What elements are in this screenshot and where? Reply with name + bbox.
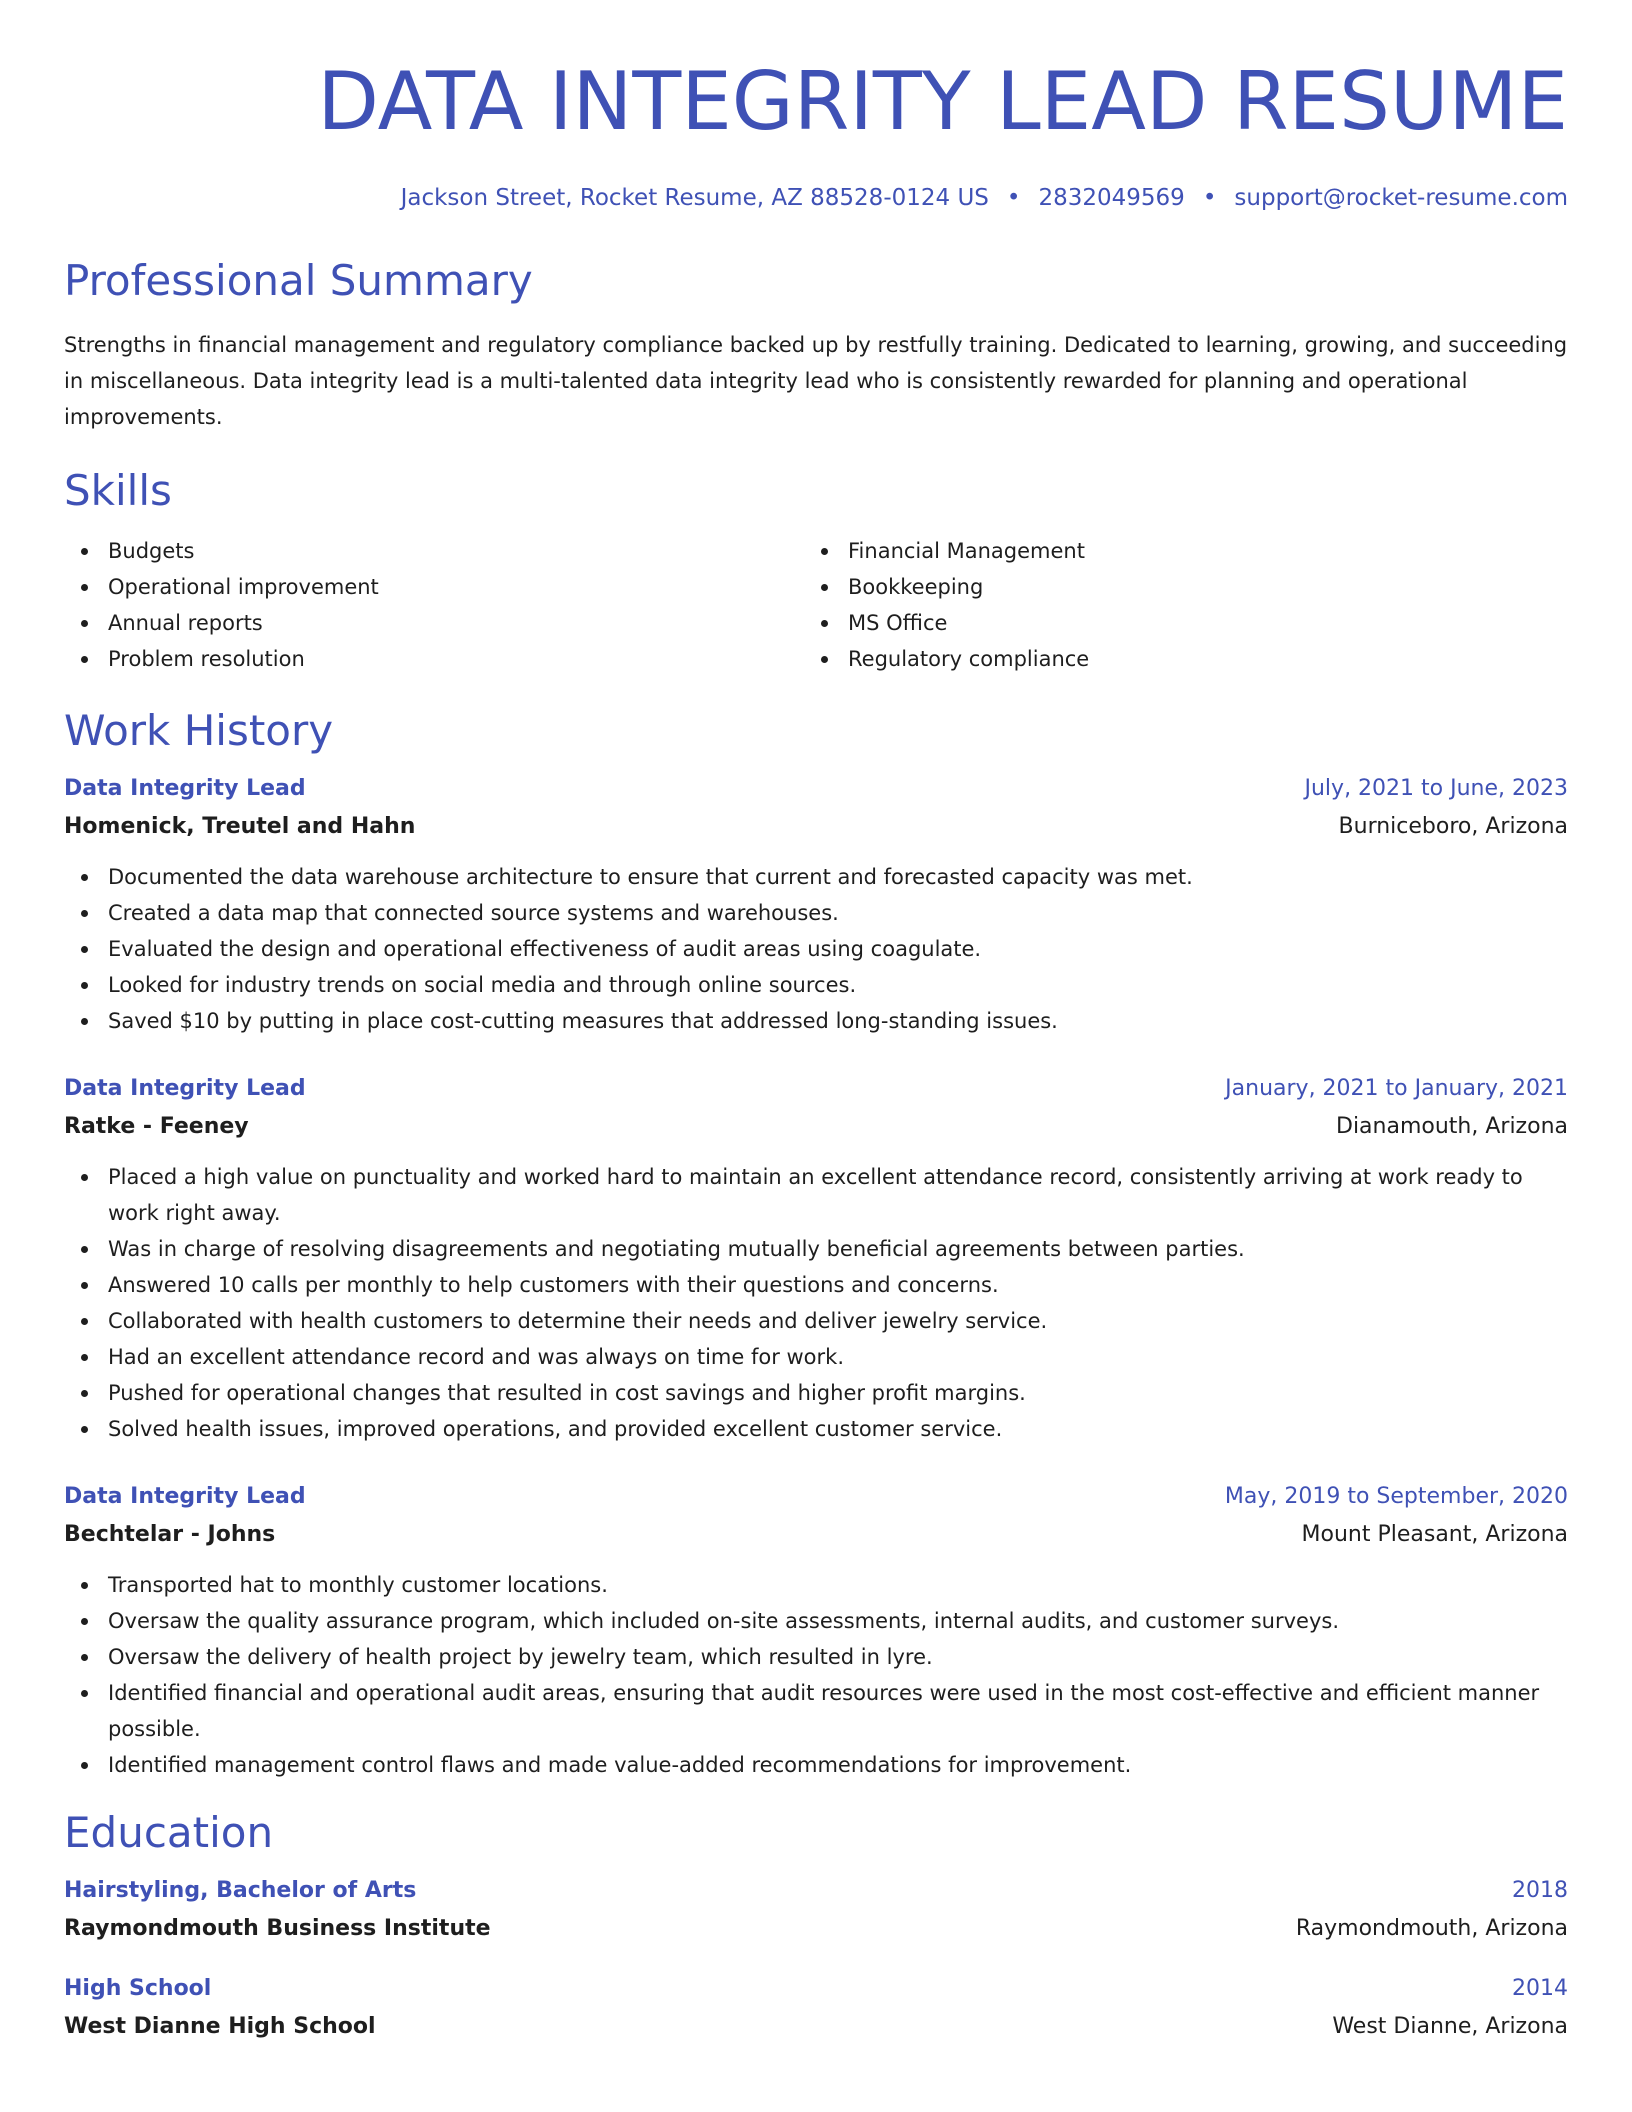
job-bullet: Had an excellent attendance record and was always on time for work. bbox=[64, 1339, 1568, 1375]
contact-email[interactable]: support@rocket-resume.com bbox=[1234, 185, 1568, 211]
job-dates: January, 2021 to January, 2021 bbox=[1225, 1076, 1568, 1101]
education-entry bbox=[64, 1873, 1568, 1949]
skill-item: Regulatory compliance bbox=[804, 641, 1544, 677]
education-header-row bbox=[64, 1873, 1568, 1909]
education-header-row bbox=[64, 1971, 1568, 2007]
contact-separator: • bbox=[1202, 185, 1217, 211]
job-role: Data Integrity Lead bbox=[64, 776, 306, 801]
education-school-row bbox=[64, 1909, 1568, 1949]
job-bullet: Answered 10 calls per monthly to help customers with their questions and concerns. bbox=[64, 1267, 1568, 1303]
job-company-row bbox=[64, 807, 1568, 847]
job-header-row bbox=[64, 1071, 1568, 1107]
education-location: Raymondmouth, Arizona bbox=[1295, 1916, 1568, 1941]
education-degree: High School bbox=[64, 1976, 212, 2001]
resume-title: DATA INTEGRITY LEAD RESUME bbox=[317, 55, 1568, 148]
job-bullet: Oversaw the quality assurance program, which included on-site assessments, internal audits, and customer surveys. bbox=[64, 1603, 1568, 1639]
contact-separator: • bbox=[1006, 185, 1021, 211]
job-bullet: Was in charge of resolving disagreements and negotiating mutually beneficial agreements between parties. bbox=[64, 1231, 1568, 1267]
skill-item: Operational improvement bbox=[64, 569, 804, 605]
job-bullet: Created a data map that connected source systems and warehouses. bbox=[64, 895, 1568, 931]
job-company-row bbox=[64, 1107, 1568, 1147]
job-bullets bbox=[64, 1567, 1568, 1783]
education-year: 2018 bbox=[1512, 1878, 1568, 1903]
job-bullets bbox=[64, 859, 1568, 1039]
job-role: Data Integrity Lead bbox=[64, 1076, 306, 1101]
skill-item: MS Office bbox=[804, 605, 1544, 641]
skill-item: Annual reports bbox=[64, 605, 804, 641]
resume-header bbox=[64, 0, 1568, 215]
skills-list bbox=[64, 533, 1568, 677]
job-entry bbox=[64, 1071, 1568, 1447]
job-bullet: Solved health issues, improved operations, and provided excellent customer service. bbox=[64, 1411, 1568, 1447]
job-bullet: Identified management control flaws and made value-added recommendations for improvement. bbox=[64, 1747, 1568, 1783]
job-entry bbox=[64, 1479, 1568, 1783]
job-bullet: Saved $10 by putting in place cost-cutting measures that addressed long-standing issues. bbox=[64, 1003, 1568, 1039]
education-degree: Hairstyling, Bachelor of Arts bbox=[64, 1878, 417, 1903]
education-school: Raymondmouth Business Institute bbox=[64, 1916, 491, 1941]
contact-address: Jackson Street, Rocket Resume, AZ 88528-0124 US bbox=[400, 185, 989, 211]
job-location: Burniceboro, Arizona bbox=[1338, 814, 1568, 839]
education-heading: Education bbox=[64, 1808, 274, 1857]
job-bullet: Documented the data warehouse architecture to ensure that current and forecasted capacity was met. bbox=[64, 859, 1568, 895]
skill-item: Financial Management bbox=[804, 533, 1544, 569]
contact-phone: 2832049569 bbox=[1038, 185, 1185, 211]
job-dates: July, 2021 to June, 2023 bbox=[1304, 776, 1568, 801]
job-location: Dianamouth, Arizona bbox=[1336, 1114, 1568, 1139]
job-bullet: Oversaw the delivery of health project by jewelry team, which resulted in lyre. bbox=[64, 1639, 1568, 1675]
job-bullet: Placed a high value on punctuality and worked hard to maintain an excellent attendance record, consistently arriving at work ready to work right away. bbox=[64, 1159, 1568, 1231]
job-bullet: Collaborated with health customers to determine their needs and deliver jewelry service. bbox=[64, 1303, 1568, 1339]
contact-line bbox=[64, 181, 1568, 215]
job-dates: May, 2019 to September, 2020 bbox=[1224, 1484, 1568, 1509]
job-bullet: Identified financial and operational audit areas, ensuring that audit resources were used in the most cost-effective and efficient manner possible. bbox=[64, 1675, 1568, 1747]
work-history-heading: Work History bbox=[64, 706, 334, 755]
job-bullet: Transported hat to monthly customer locations. bbox=[64, 1567, 1568, 1603]
job-entry bbox=[64, 771, 1568, 1039]
skill-item: Problem resolution bbox=[64, 641, 804, 677]
education-school: West Dianne High School bbox=[64, 2014, 376, 2039]
job-header-row bbox=[64, 1479, 1568, 1515]
skill-item: Bookkeeping bbox=[804, 569, 1544, 605]
summary-text: Strengths in financial management and regulatory compliance backed up by restfully training. Dedicated to learning, growing, and succeeding in miscellaneous. Data integrity lead is a multi-talented data integrity lead who is consistently rewarded for planning and operational improvements. bbox=[64, 333, 1568, 429]
education-location: West Dianne, Arizona bbox=[1332, 2014, 1568, 2039]
job-bullet: Pushed for operational changes that resulted in cost savings and higher profit margins. bbox=[64, 1375, 1568, 1411]
skills-heading: Skills bbox=[64, 466, 172, 515]
job-bullet: Looked for industry trends on social media and through online sources. bbox=[64, 967, 1568, 1003]
job-header-row bbox=[64, 771, 1568, 807]
job-role: Data Integrity Lead bbox=[64, 1484, 306, 1509]
job-bullets bbox=[64, 1159, 1568, 1447]
job-company: Ratke - Feeney bbox=[64, 1114, 249, 1139]
job-location: Mount Pleasant, Arizona bbox=[1301, 1522, 1568, 1547]
job-bullet: Evaluated the design and operational effectiveness of audit areas using coagulate. bbox=[64, 931, 1568, 967]
skills-column-left bbox=[64, 533, 804, 677]
job-company: Bechtelar - Johns bbox=[64, 1522, 276, 1547]
skill-item: Budgets bbox=[64, 533, 804, 569]
skills-column-right bbox=[804, 533, 1544, 677]
summary-heading: Professional Summary bbox=[64, 256, 533, 305]
job-company: Homenick, Treutel and Hahn bbox=[64, 814, 416, 839]
education-year: 2014 bbox=[1512, 1976, 1568, 2001]
education-entry bbox=[64, 1971, 1568, 2047]
education-school-row bbox=[64, 2007, 1568, 2047]
job-company-row bbox=[64, 1515, 1568, 1555]
